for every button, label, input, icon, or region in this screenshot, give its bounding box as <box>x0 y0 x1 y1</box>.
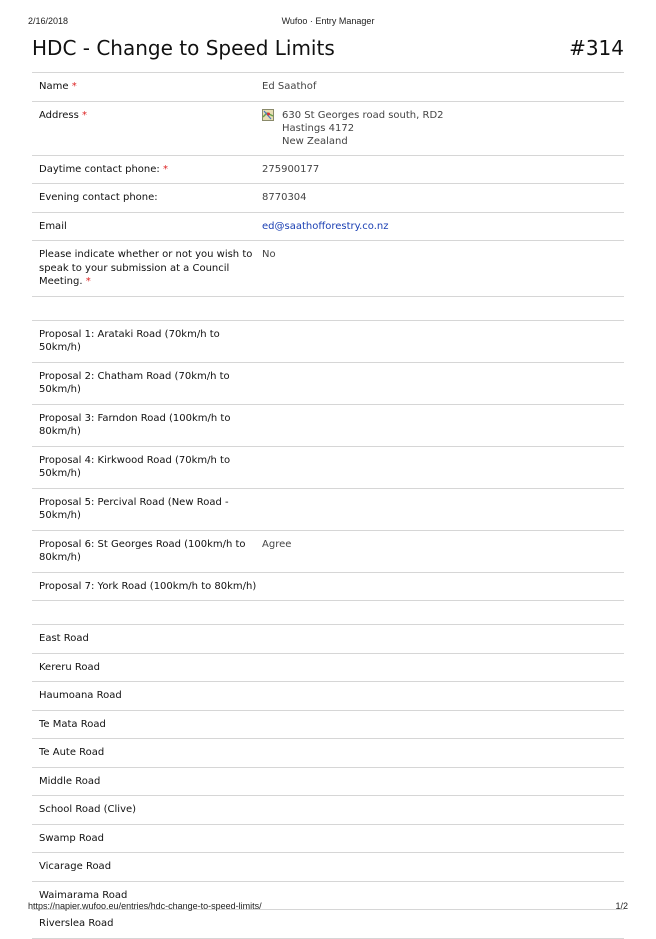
field-label: Please indicate whether or not you wish to speak to your submission at a Council Meeting. * <box>39 249 253 287</box>
entry-number: #314 <box>569 36 624 60</box>
proposal-value <box>262 321 624 362</box>
field-label: Daytime contact phone: * <box>39 163 168 175</box>
road-row <box>32 796 624 825</box>
field-row-address <box>32 102 624 156</box>
proposal-label: Proposal 7: York Road (100km/h to 80km/h) <box>39 580 257 592</box>
proposal-label: Proposal 2: Chatham Road (70km/h to 50km/h) <box>39 370 230 395</box>
field-value <box>262 102 624 155</box>
road-value <box>262 711 624 739</box>
section-spacer <box>32 601 624 625</box>
road-value <box>262 625 624 653</box>
required-marker: * <box>82 109 88 121</box>
proposal-value <box>262 573 624 601</box>
section-spacer <box>32 297 624 321</box>
road-value <box>262 739 624 767</box>
field-row-name <box>32 73 624 102</box>
proposal-row <box>32 531 624 573</box>
proposal-label: Proposal 1: Arataki Road (70km/h to 50km/h) <box>39 328 220 353</box>
field-row-council-meeting <box>32 241 624 297</box>
road-label: Te Mata Road <box>39 718 106 730</box>
address-line: 630 St Georges road south, RD2 <box>282 109 444 121</box>
road-value <box>262 910 624 938</box>
required-marker: * <box>71 81 77 92</box>
proposal-label: Proposal 4: Kirkwood Road (70km/h to 50km/h) <box>39 454 231 479</box>
road-label: Riverslea Road <box>39 918 114 929</box>
map-icon[interactable] <box>262 109 274 121</box>
proposal-row <box>32 573 624 602</box>
road-label: School Road (Clive) <box>39 804 137 815</box>
proposal-label: Proposal 6: St Georges Road (100km/h to 80km/h) <box>39 538 246 563</box>
field-label: Address * <box>39 109 88 121</box>
road-row <box>32 711 624 740</box>
required-marker: * <box>85 276 91 287</box>
print-date: 2/16/2018 <box>28 16 69 26</box>
required-marker: * <box>162 163 168 175</box>
field-value: No <box>262 249 276 260</box>
road-value <box>262 853 624 881</box>
road-value <box>262 682 624 710</box>
field-value: 275900177 <box>262 163 320 175</box>
road-row <box>32 682 624 711</box>
print-footer <box>28 901 628 913</box>
email-link[interactable]: ed@saathofforestry.co.nz <box>262 220 389 232</box>
entry-table <box>32 72 624 939</box>
proposal-label: Proposal 3: Farndon Road (100km/h to 80km/h) <box>39 412 231 437</box>
proposal-row <box>32 489 624 531</box>
print-url[interactable]: https://napier.wufoo.eu/entries/hdc-change-to-speed-limits/ <box>28 901 262 911</box>
field-value <box>262 213 624 241</box>
print-page-title: Wufoo · Entry Manager <box>281 16 375 26</box>
field-row-evening-phone <box>32 184 624 213</box>
field-row-daytime-phone <box>32 156 624 185</box>
field-row-email <box>32 213 624 242</box>
proposal-row <box>32 363 624 405</box>
road-label: Vicarage Road <box>39 861 112 872</box>
proposal-label: Proposal 5: Percival Road (New Road - 50km/h) <box>39 496 229 521</box>
proposal-value <box>262 363 624 404</box>
road-row <box>32 739 624 768</box>
proposal-value <box>262 447 624 488</box>
road-label: Haumoana Road <box>39 690 122 701</box>
road-label: Te Aute Road <box>39 747 105 758</box>
page-number: 1/2 <box>615 901 628 911</box>
road-row <box>32 654 624 683</box>
road-label: Middle Road <box>39 775 101 787</box>
form-title: HDC - Change to Speed Limits <box>32 36 335 60</box>
proposal-value <box>262 405 624 446</box>
field-label: Name * <box>39 81 77 92</box>
field-label: Email <box>39 220 67 232</box>
address-line: Hastings 4172 <box>282 122 355 134</box>
road-label: Waimarama Road <box>39 889 128 901</box>
field-value: 8770304 <box>262 192 307 203</box>
field-label: Evening contact phone: <box>39 192 158 203</box>
road-row <box>32 910 624 939</box>
road-row <box>32 768 624 797</box>
field-value: Ed Saathof <box>262 81 317 92</box>
road-label: East Road <box>39 633 89 644</box>
road-value <box>262 796 624 824</box>
address-lines <box>282 109 444 148</box>
proposal-value <box>262 489 624 530</box>
address-line: New Zealand <box>282 135 348 147</box>
road-row <box>32 825 624 854</box>
road-row <box>32 625 624 654</box>
road-label: Swamp Road <box>39 832 105 844</box>
road-value <box>262 825 624 853</box>
proposal-row <box>32 405 624 447</box>
road-value <box>262 768 624 796</box>
road-row <box>32 853 624 882</box>
road-label: Kereru Road <box>39 661 100 673</box>
print-header <box>28 16 628 28</box>
proposal-row <box>32 447 624 489</box>
proposal-value: Agree <box>262 538 292 550</box>
proposal-row <box>32 321 624 363</box>
road-value <box>262 654 624 682</box>
